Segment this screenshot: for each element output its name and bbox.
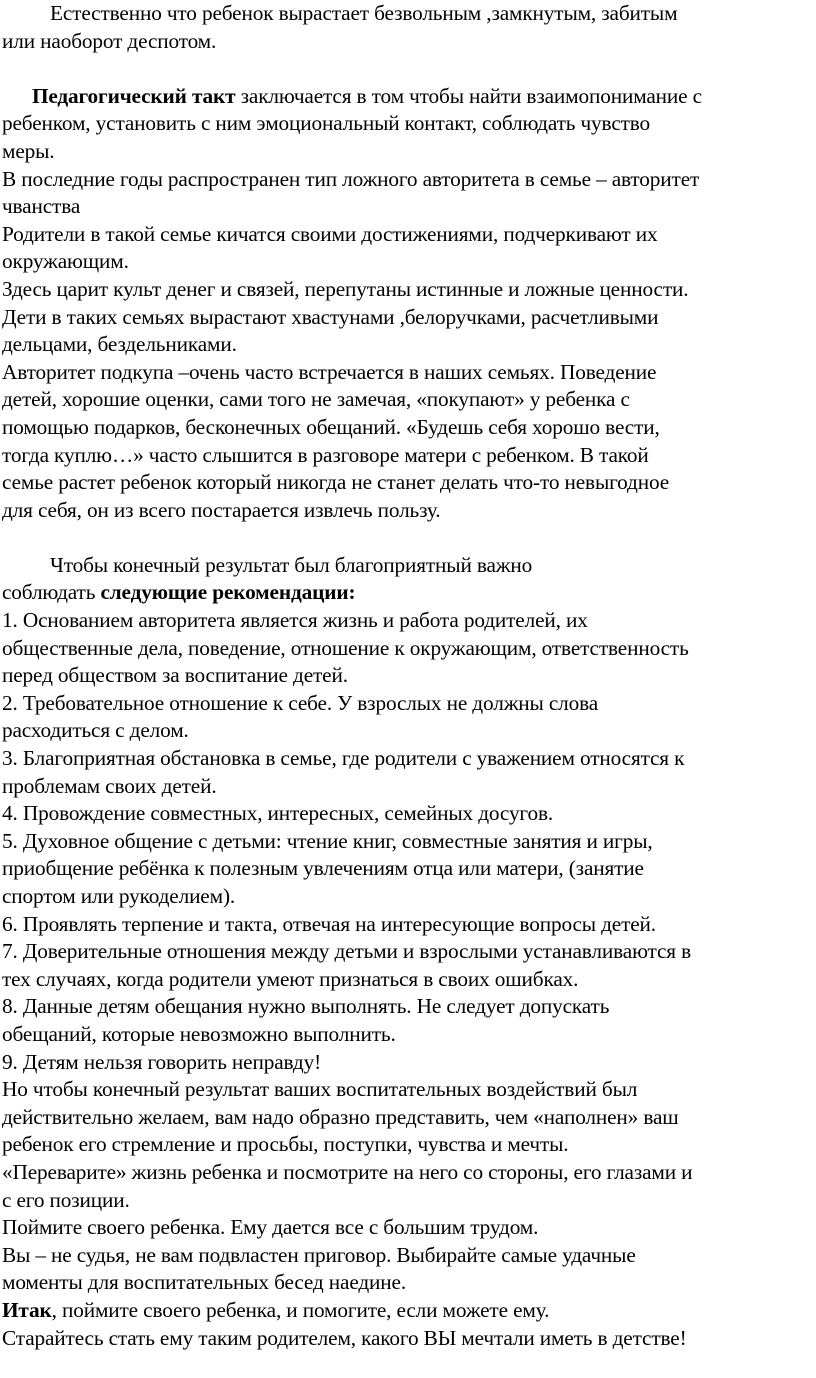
text-line: 4. Провождение совместных, интересных, семейных досугов. (2, 801, 554, 826)
text-line: 9. Детям нельзя говорить неправду! (2, 1049, 322, 1074)
text-span: , поймите своего ребенка, и помогите, если можете ему. (51, 1297, 550, 1322)
bold-term: следующие рекомендации: (100, 580, 356, 605)
text-line: 6. Проявлять терпение и такта, отвечая на интересующие вопросы детей. (2, 911, 656, 936)
text-line: помощью подарков, бесконечных обещаний. «Будешь себя хорошо вести, (2, 414, 660, 439)
text-line: 1. Основанием авторитета является жизнь и работа родителей, их (2, 608, 588, 633)
text-line: 7. Доверительные отношения между детьми и взрослыми устанавливаются в (2, 939, 692, 964)
text-line: Дети в таких семьях вырастают хвастунами ,белоручками, расчетливыми (2, 304, 659, 329)
text-line: обещаний, которые невозможно выполнить. (2, 1021, 396, 1046)
text-line: тогда куплю…» часто слышится в разговоре матери с ребенком. В такой (2, 442, 649, 467)
text-line: Чтобы конечный результат был благоприятный важно (50, 552, 533, 577)
text-span: соблюдать (2, 580, 101, 605)
text-line: окружающим. (2, 249, 129, 274)
text-line (2, 579, 816, 607)
blank-line (2, 55, 816, 83)
text-line: Старайтесь стать ему таким родителем, какого ВЫ мечтали иметь в детстве! (2, 1325, 687, 1350)
text-line: дельцами, бездельниками. (2, 332, 237, 357)
text-line: Здесь царит культ денег и связей, перепутаны истинные и ложные ценности. (2, 276, 689, 301)
blank-line (2, 524, 816, 552)
text-line: или наоборот деспотом. (2, 28, 217, 53)
bold-term: Педагогический такт (32, 83, 236, 108)
text-line: ребенком, установить с ним эмоциональный контакт, соблюдать чувство (2, 111, 651, 136)
text-line: В последние годы распространен тип ложного авторитета в семье – авторитет (2, 166, 700, 191)
text-line: детей, хорошие оценки, сами того не замечая, «покупают» у ребенка с (2, 387, 630, 412)
text-line: общественные дела, поведение, отношение к окружающим, ответственность (2, 635, 689, 660)
text-line: 8. Данные детям обещания нужно выполнять. Не следует допускать (2, 994, 610, 1019)
text-line: Родители в такой семье кичатся своими достижениями, подчеркивают их (2, 221, 658, 246)
text-line: 2. Требовательное отношение к себе. У взрослых не должны слова (2, 690, 599, 715)
text-line: расходиться с делом. (2, 718, 189, 743)
text-line (2, 1297, 816, 1325)
text-line: «Переварите» жизнь ребенка и посмотрите на него со стороны, его глазами и (2, 1159, 693, 1184)
text-line: 5. Духовное общение с детьми: чтение книг, совместные занятия и игры, (2, 828, 653, 853)
text-line: Но чтобы конечный результат ваших воспитательных воздействий был (2, 1077, 638, 1102)
text-line: моменты для воспитательных бесед наедине. (2, 1270, 407, 1295)
text-line: перед обществом за воспитание детей. (2, 663, 348, 688)
bold-term: Итак (2, 1297, 52, 1322)
text-line: меры. (2, 138, 55, 163)
text-line: приобщение ребёнка к полезным увлечениям отца или матери, (занятие (2, 856, 644, 881)
text-line: тех случаях, когда родители умеют признаться в своих ошибках. (2, 966, 579, 991)
text-line: чванства (2, 194, 81, 219)
text-line: Естественно что ребенок вырастает безвольным ,замкнутым, забитым (50, 1, 678, 25)
text-line: проблемам своих детей. (2, 773, 217, 798)
text-span: заключается в том чтобы найти взаимопонимание с (235, 83, 702, 108)
text-line: ребенок его стремление и просьбы, поступки, чувства и мечты. (2, 1132, 569, 1157)
text-line: 3. Благоприятная обстановка в семье, где родители с уважением относятся к (2, 746, 685, 771)
text-line: действительно желаем, вам надо образно представить, чем «наполнен» ваш (2, 1104, 679, 1129)
text-line: с его позиции. (2, 1187, 130, 1212)
text-line: Авторитет подкупа –очень часто встречается в наших семьях. Поведение (2, 359, 657, 384)
text-line: спортом или рукоделием). (2, 884, 236, 908)
text-line: Вы – не судья, не вам подвластен приговор. Выбирайте самые удачные (2, 1242, 636, 1267)
text-line: семье растет ребенок который никогда не станет делать что-то невыгодное (2, 470, 670, 495)
text-line (2, 83, 816, 111)
text-line: Поймите своего ребенка. Ему дается все с большим трудом. (2, 1215, 539, 1240)
text-line: для себя, он из всего постарается извлечь пользу. (2, 497, 441, 522)
